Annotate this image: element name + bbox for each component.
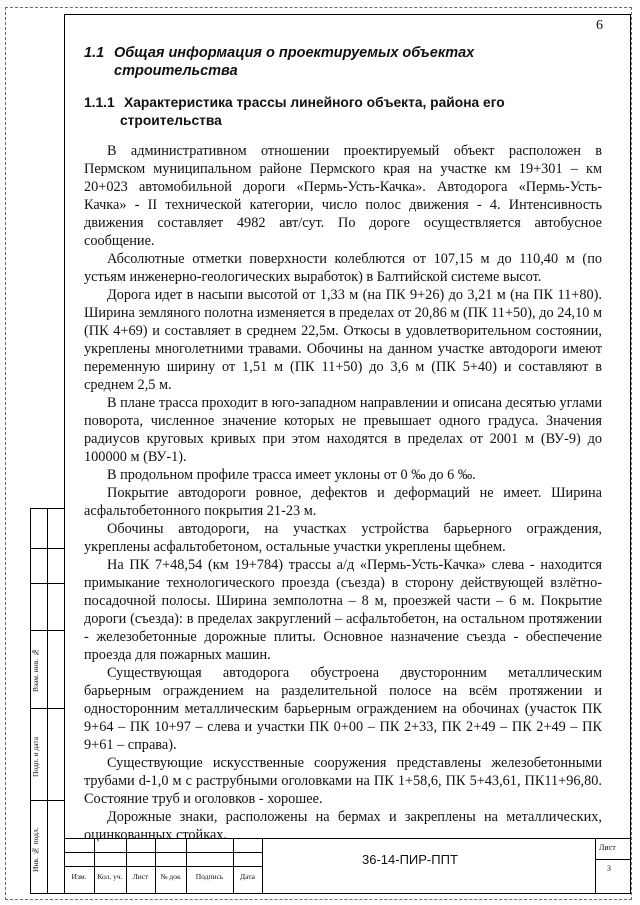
page-number: 6	[596, 18, 603, 33]
body-text	[84, 142, 602, 844]
paragraph: В плане трасса проходит в юго-западном направлении и описана десятью углами поворота, численное значение которых не превышает одного градуса. Значения радиусов круговых кривых при этом находятся в пределах от 2001 м (ВУ-9) до 100000 м (ВУ-1).	[84, 395, 602, 465]
tb-col-sheet: Лист	[132, 872, 149, 881]
paragraph: В продольном профиле трасса имеет уклоны от 0 ‰ до 6 ‰.	[107, 467, 476, 483]
paragraph: Дорожные знаки, расположены на бермах и закреплены на металлических, оцинкованных стойках.	[84, 809, 602, 843]
paragraph: В административном отношении проектируемый объект расположен в Пермском муниципальном районе Пермского края на участке км 19+301 – км 20+023 автомобильной дороги «Пермь-Усть-Качка». Автодорога «Пермь-Усть-Качка» - II технической категории, число полос движения - 4. Интенсивность движения составляет 4982 авт/сут. По дороге осуществляется автобусное сообщение.	[84, 143, 602, 249]
tb-col-change: Изм.	[71, 872, 87, 881]
document-code: 36-14-ПИР-ППТ	[362, 852, 458, 867]
tb-col-doc-number: № док	[160, 872, 181, 881]
section-heading	[84, 44, 604, 80]
paragraph: Абсолютные отметки поверхности колеблются от 107,15 м до 110,40 м (по устьям инженерно-геологических выработок) в Балтийской системе высот.	[84, 251, 602, 285]
paragraph: Покрытие автодороги ровное, дефектов и деформаций не имеет. Ширина асфальтобетонного покрытия 21-23 м.	[84, 485, 602, 519]
signature-date-label: Подп. и дата	[31, 736, 40, 778]
replaced-inventory-label: Взам. инв. №	[31, 647, 40, 693]
paragraph: На ПК 7+48,54 (км 19+784) трассы а/д «Пермь-Усть-Качка» слева - находится примыкание технологического проезда (съезда) в сторону действующей взлётно-посадочной полосы. Ширина земполотна – 8 м, проезжей части – 6 м. Покрытие дороги (съезда): в пределах закруглений – асфальтобетон, на остальном протяжении - железобетонные дорожные плиты. Основное назначение съезда - обеспечение проезда для пожарных машин.	[84, 557, 602, 663]
subsection-number: 1.1.1	[84, 95, 115, 110]
subsection-title-line1: Характеристика трассы линейного объекта, района его	[124, 95, 505, 110]
tb-col-date: Дата	[240, 872, 255, 881]
paragraph: Существующая автодорога обустроена двусторонним металлическим барьерным ограждением на разделительной полосе на всём протяжении и односторонним металлическим барьерным ограждением на обочинах (участок ПК 9+64 – ПК 10+97 – слева и участки ПК 0+00 – ПК 2+33, ПК 2+49 – ПК 2+49 – ПК 9+61 – справа).	[84, 665, 602, 753]
sheet-number: 3	[607, 864, 611, 873]
paragraph: Дорога идет в насыпи высотой от 1,33 м (на ПК 9+26) до 3,21 м (на ПК 11+80). Ширина земляного полотна изменяется в пределах от 20,86 м (ПК 11+50), до 24,10 м (ПК 4+69) и составляет в среднем 22,5м. Откосы в удовлетворительном состоянии, укреплены многолетними травами. Обочины на данном участке автодороги имеют переменную ширину от 1,51 м (ПК 11+50) до 3,6 м (ПК 5+40) и составляют в среднем 2,5 м.	[84, 287, 602, 393]
tb-col-count: Кол. уч.	[97, 872, 123, 881]
original-inventory-label: Инв. № подл.	[31, 827, 40, 873]
paragraph: Обочины автодороги, на участках устройства барьерного ограждения, укреплены асфальтобетоном, остальные участки укреплены щебнем.	[84, 521, 602, 555]
paragraph: Существующие искусственные сооружения представлены железобетонными трубами d-1,0 м с раструбными оголовками на ПК 1+58,6, ПК 5+43,61, ПК11+96,80. Состояние труб и оголовков - хорошее.	[84, 755, 602, 807]
section-title-line2: строительства	[114, 63, 238, 79]
subsection-heading	[84, 94, 604, 130]
sheet-label: Лист	[599, 843, 616, 852]
subsection-title-line2: строительства	[120, 113, 222, 128]
tb-col-signature: Подпись	[195, 872, 224, 881]
section-number: 1.1	[84, 45, 105, 61]
section-title-line1: Общая информация о проектируемых объектах	[114, 45, 475, 61]
